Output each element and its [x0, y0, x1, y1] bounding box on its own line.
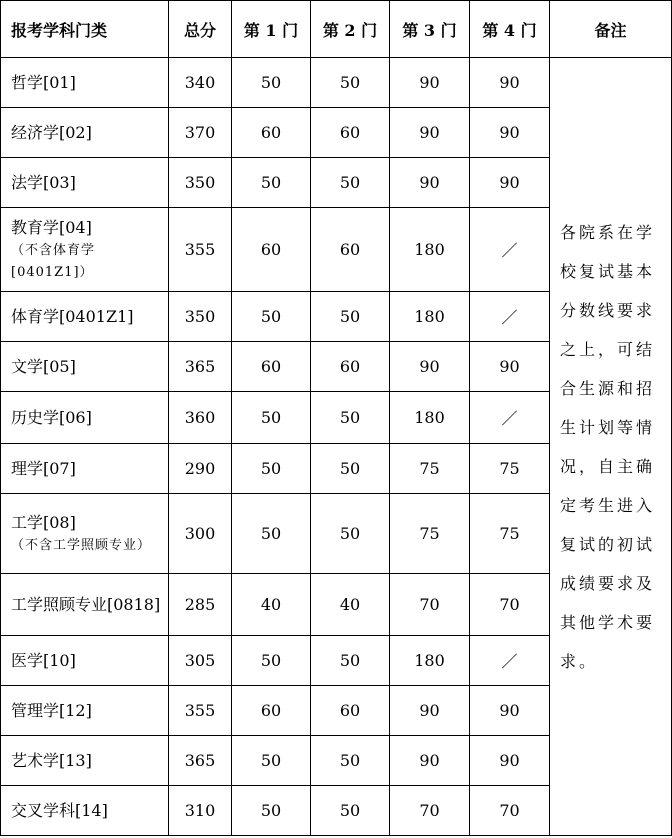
total-score: 355 [169, 208, 232, 292]
course-1-score: 60 [232, 208, 311, 292]
course-1-score: 50 [232, 736, 311, 786]
course-3-score: 75 [390, 444, 470, 494]
course-3-score: 90 [390, 342, 470, 392]
course-1-score: 50 [232, 58, 311, 108]
course-2-score: 50 [311, 636, 390, 686]
subject-name: 哲学[01] [11, 72, 76, 92]
course-4-score: 90 [470, 158, 550, 208]
subject-cell [1, 108, 169, 158]
total-score: 340 [169, 58, 232, 108]
course-3-score: 70 [390, 574, 470, 636]
total-score: 365 [169, 342, 232, 392]
subject-name: 管理学[12] [11, 700, 92, 720]
total-score: 370 [169, 108, 232, 158]
course-2-score: 60 [311, 108, 390, 158]
total-score: 285 [169, 574, 232, 636]
subject-cell [1, 636, 169, 686]
course-2-score: 40 [311, 574, 390, 636]
subject-cell [1, 208, 169, 292]
total-score: 290 [169, 444, 232, 494]
course-3-score: 90 [390, 686, 470, 736]
subject-name: 艺术学[13] [11, 750, 92, 770]
subject-name: 法学[03] [11, 172, 76, 192]
subject-cell [1, 574, 169, 636]
course-4-score: 75 [470, 444, 550, 494]
subject-cell [1, 686, 169, 736]
course-4-score: ／ [470, 208, 550, 292]
course-3-score: 75 [390, 494, 470, 574]
course-1-score: 40 [232, 574, 311, 636]
total-score: 365 [169, 736, 232, 786]
subject-name: 工学照顾专业[0818] [11, 594, 161, 614]
total-score: 305 [169, 636, 232, 686]
course-3-score: 90 [390, 108, 470, 158]
course-1-score: 60 [232, 342, 311, 392]
course-2-score: 50 [311, 494, 390, 574]
course-2-score: 50 [311, 736, 390, 786]
header-course-1: 第 1 门 [232, 1, 311, 58]
course-1-score: 60 [232, 108, 311, 158]
course-1-score: 50 [232, 158, 311, 208]
course-4-score: 90 [470, 108, 550, 158]
subject-cell [1, 736, 169, 786]
course-3-score: 70 [390, 786, 470, 836]
subject-cell [1, 292, 169, 342]
subject-name: 理学[07] [11, 458, 76, 478]
course-1-score: 50 [232, 786, 311, 836]
total-score: 360 [169, 392, 232, 444]
course-1-score: 50 [232, 292, 311, 342]
course-1-score: 50 [232, 444, 311, 494]
course-4-score: 75 [470, 494, 550, 574]
total-score: 350 [169, 292, 232, 342]
subject-name: 经济学[02] [11, 122, 92, 142]
course-2-score: 60 [311, 686, 390, 736]
course-4-score: 90 [470, 686, 550, 736]
course-1-score: 50 [232, 494, 311, 574]
course-4-score: 90 [470, 736, 550, 786]
subject-cell [1, 786, 169, 836]
course-1-score: 60 [232, 686, 311, 736]
header-subject: 报考学科门类 [1, 1, 169, 58]
subject-cell [1, 158, 169, 208]
header-course-4: 第 4 门 [470, 1, 550, 58]
course-1-score: 50 [232, 392, 311, 444]
course-2-score: 50 [311, 444, 390, 494]
subject-cell [1, 444, 169, 494]
course-4-score: ／ [470, 636, 550, 686]
subject-name: 体育学[0401Z1] [11, 306, 134, 326]
course-4-score: 70 [470, 574, 550, 636]
course-3-score: 90 [390, 158, 470, 208]
header-total: 总分 [169, 1, 232, 58]
course-2-score: 50 [311, 158, 390, 208]
course-4-score: 90 [470, 342, 550, 392]
course-3-score: 180 [390, 392, 470, 444]
header-course-2: 第 2 门 [311, 1, 390, 58]
remark-cell: 各院系在学校复试基本分数线要求之上，可结合生源和招生计划等情况，自主确定考生进入复试的初试成绩要求及其他学术要求。 [550, 58, 672, 836]
subject-name: 教育学[04] [11, 217, 92, 237]
header-remark: 备注 [550, 1, 672, 58]
total-score: 310 [169, 786, 232, 836]
course-2-score: 50 [311, 58, 390, 108]
subject-name: 文学[05] [11, 356, 76, 376]
total-score: 300 [169, 494, 232, 574]
course-4-score: 90 [470, 58, 550, 108]
course-2-score: 60 [311, 342, 390, 392]
subject-cell [1, 342, 169, 392]
subject-name: 医学[10] [11, 650, 76, 670]
total-score: 355 [169, 686, 232, 736]
course-2-score: 50 [311, 292, 390, 342]
course-4-score: ／ [470, 392, 550, 444]
course-1-score: 50 [232, 636, 311, 686]
total-score: 350 [169, 158, 232, 208]
subject-name: 交叉学科[14] [11, 800, 108, 820]
subject-note: （不含工学照顾专业） [11, 537, 152, 553]
course-3-score: 180 [390, 636, 470, 686]
subject-cell [1, 58, 169, 108]
course-3-score: 90 [390, 736, 470, 786]
header-row [1, 1, 672, 58]
table-row [1, 58, 672, 108]
subject-cell [1, 392, 169, 444]
subject-name: 历史学[06] [11, 407, 92, 427]
header-course-3: 第 3 门 [390, 1, 470, 58]
course-4-score: ／ [470, 292, 550, 342]
course-3-score: 180 [390, 208, 470, 292]
subject-cell [1, 494, 169, 574]
course-3-score: 90 [390, 58, 470, 108]
subject-name: 工学[08] [11, 512, 76, 532]
course-2-score: 60 [311, 208, 390, 292]
course-3-score: 180 [390, 292, 470, 342]
subject-note: （不含体育学[0401Z1]） [11, 242, 96, 280]
course-2-score: 50 [311, 392, 390, 444]
course-2-score: 50 [311, 786, 390, 836]
course-4-score: 70 [470, 786, 550, 836]
